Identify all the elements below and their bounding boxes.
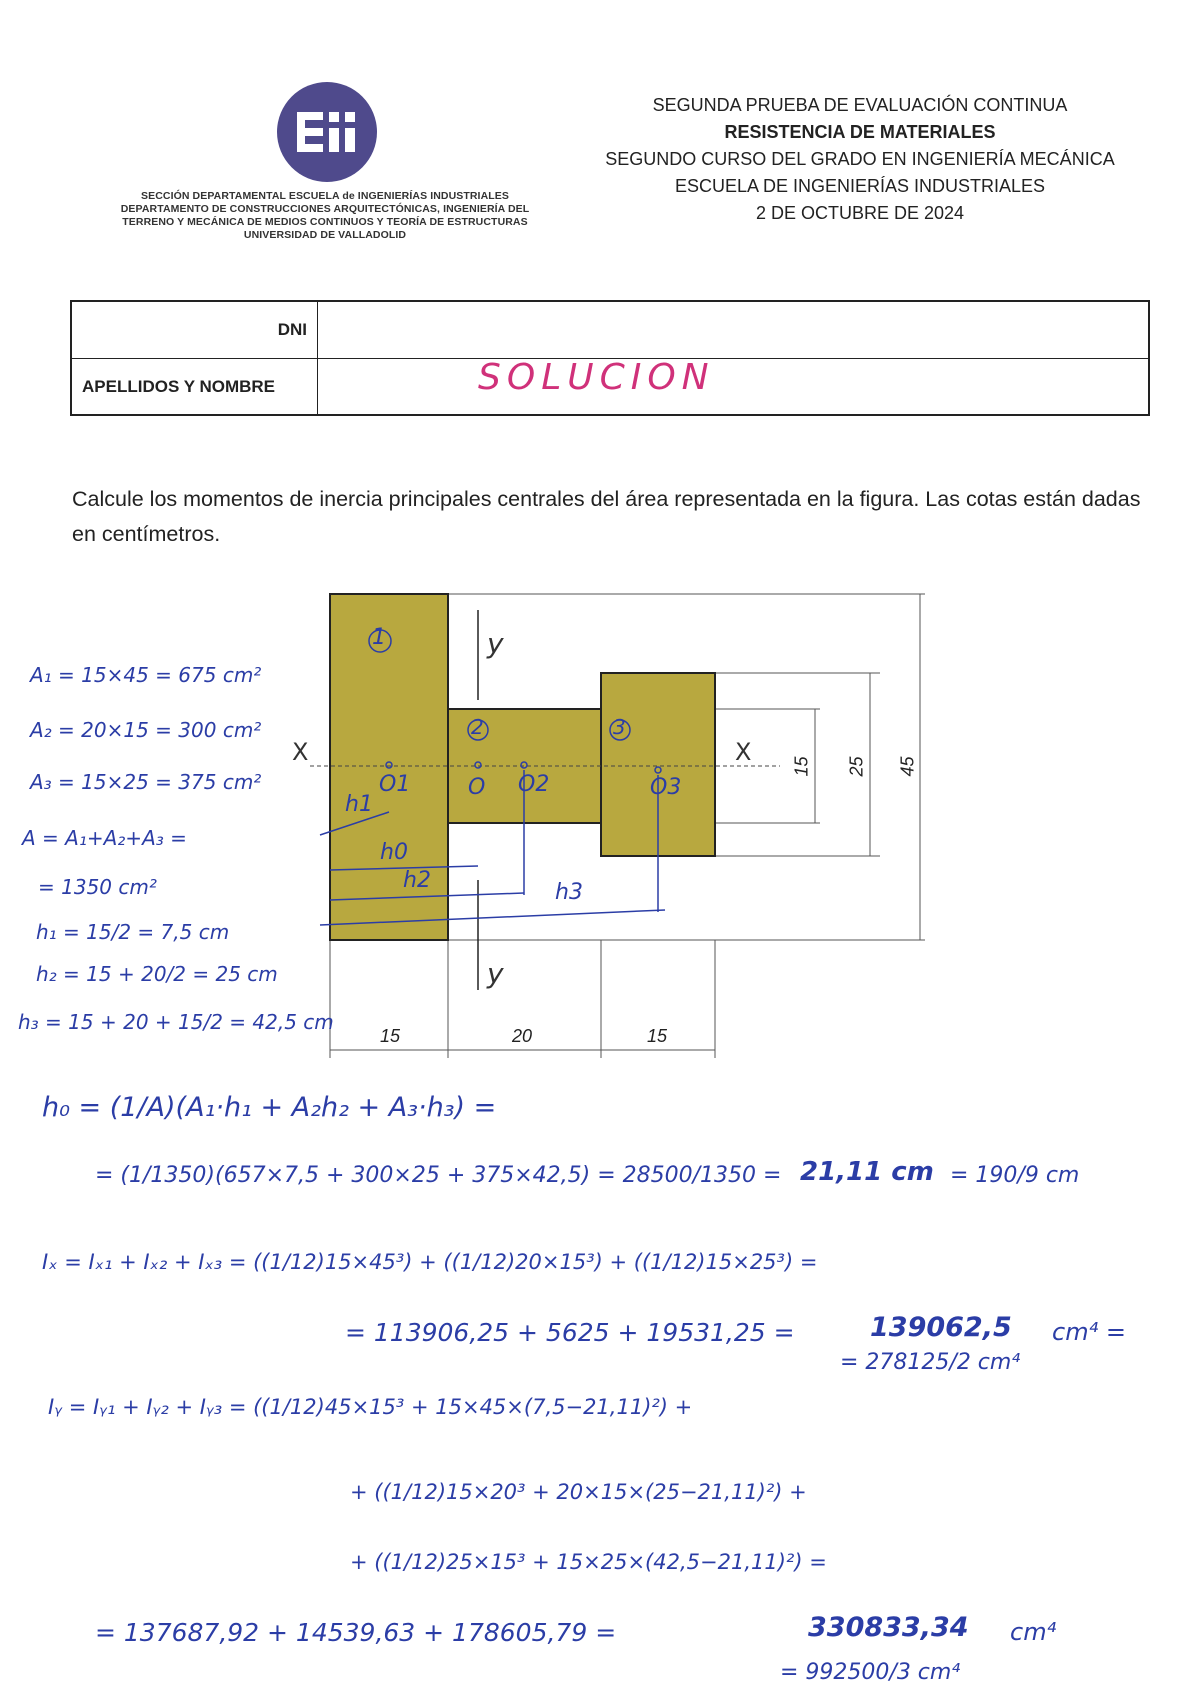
header-line: SEGUNDO CURSO DEL GRADO EN INGENIERÍA MECÁNICA bbox=[605, 149, 1115, 169]
dim-bottom-1: 15 bbox=[380, 1026, 401, 1046]
ix-formula: Iₓ = Iₓ₁ + Iₓ₂ + Iₓ₃ = ((1/12)15×45³) + ((1/12)20×15³) + ((1/12)15×25³) = bbox=[42, 1250, 818, 1274]
h0-label: h0 bbox=[380, 840, 408, 865]
eii-logo-mark bbox=[277, 82, 377, 182]
dim-right-3: 45 bbox=[897, 756, 918, 777]
h1-label: h1 bbox=[345, 792, 373, 817]
o2-label: O2 bbox=[518, 772, 550, 797]
dim-bottom-3: 15 bbox=[647, 1026, 668, 1046]
h0-formula: h₀ = (1/A)(A₁·h₁ + A₂h₂ + A₃·h₃) = bbox=[42, 1092, 497, 1123]
note-a-sum: A = A₁+A₂+A₃ = bbox=[22, 826, 187, 850]
exam-header bbox=[580, 92, 1140, 227]
dni-field[interactable] bbox=[318, 302, 1148, 358]
o-label: O bbox=[468, 775, 486, 800]
name-row bbox=[72, 359, 1148, 415]
iy-term-3: + ((1/12)25×15³ + 15×25×(42,5−21,11)²) = bbox=[350, 1550, 827, 1574]
department-line: TERRENO Y MECÁNICA DE MEDIOS CONTINUOS Y TEORÍA DE ESTRUCTURAS bbox=[122, 216, 528, 228]
h3-label: h3 bbox=[555, 880, 583, 905]
h2-label: h2 bbox=[403, 868, 431, 893]
department-line: UNIVERSIDAD DE VALLADOLID bbox=[243, 229, 407, 241]
dni-label: DNI bbox=[72, 302, 318, 358]
iy-fraction: = 992500/3 cm⁴ bbox=[780, 1660, 961, 1685]
note-h2: h₂ = 15 + 20/2 = 25 cm bbox=[36, 962, 278, 986]
note-h3: h₃ = 15 + 20 + 15/2 = 42,5 cm bbox=[18, 1010, 334, 1034]
name-field[interactable] bbox=[318, 359, 1148, 415]
h0-fraction: = 190/9 cm bbox=[950, 1163, 1080, 1188]
course-title: RESISTENCIA DE MATERIALES bbox=[724, 122, 996, 142]
o1-label: O1 bbox=[379, 772, 411, 797]
iy-unit: cm⁴ bbox=[1010, 1618, 1057, 1646]
part-3-label: 3 bbox=[613, 715, 626, 739]
dim-right-1: 15 bbox=[791, 756, 812, 777]
part-2-label: 2 bbox=[471, 715, 484, 739]
dim-bottom-2: 20 bbox=[512, 1026, 533, 1046]
eii-logo bbox=[277, 82, 377, 182]
iy-formula: Iᵧ = Iᵧ₁ + Iᵧ₂ + Iᵧ₃ = ((1/12)45×15³ + 15×45×(7,5−21,11)²) + bbox=[48, 1395, 693, 1419]
department-line: SECCIÓN DEPARTAMENTAL ESCUELA de INGENIERÍAS INDUSTRIALES bbox=[141, 190, 509, 202]
department-line: DEPARTAMENTO DE CONSTRUCCIONES ARQUITECTÓNICAS, INGENIERÍA DEL bbox=[120, 203, 530, 215]
dni-row bbox=[72, 302, 1148, 359]
ix-result: 139062,5 bbox=[870, 1312, 1012, 1343]
x-axis-label-right: X bbox=[735, 738, 752, 766]
h0-substitution: = (1/1350)(657×7,5 + 300×25 + 375×42,5) = 28500/1350 = bbox=[95, 1163, 782, 1188]
dim-right-2: 25 bbox=[846, 756, 867, 777]
y-axis-label-bottom: y bbox=[487, 957, 504, 990]
iy-sum: = 137687,92 + 14539,63 + 178605,79 = bbox=[95, 1618, 617, 1647]
part-1-label: 1 bbox=[372, 625, 386, 650]
note-h1: h₁ = 15/2 = 7,5 cm bbox=[36, 920, 230, 944]
department-block bbox=[70, 190, 580, 242]
exam-date: 2 DE OCTUBRE DE 2024 bbox=[755, 203, 965, 223]
x-axis-label-left: X bbox=[292, 738, 309, 766]
y-axis-label-top: y bbox=[487, 627, 504, 660]
student-id-table bbox=[70, 300, 1150, 416]
ix-unit: cm⁴ = bbox=[1052, 1318, 1126, 1346]
iy-result: 330833,34 bbox=[808, 1612, 969, 1643]
ix-fraction: = 278125/2 cm⁴ bbox=[840, 1350, 1021, 1375]
note-a3: A₃ = 15×25 = 375 cm² bbox=[30, 770, 262, 794]
iy-term-2: + ((1/12)15×20³ + 20×15×(25−21,11)²) + bbox=[350, 1480, 807, 1504]
h0-result: 21,11 cm bbox=[800, 1157, 934, 1187]
note-a1: A₁ = 15×45 = 675 cm² bbox=[30, 663, 262, 687]
ix-sum: = 113906,25 + 5625 + 19531,25 = bbox=[345, 1318, 795, 1347]
o3-label: O3 bbox=[650, 775, 682, 800]
cross-section-figure bbox=[0, 580, 1200, 1060]
name-label: APELLIDOS Y NOMBRE bbox=[72, 359, 318, 415]
note-a-total: = 1350 cm² bbox=[38, 875, 157, 899]
note-a2: A₂ = 20×15 = 300 cm² bbox=[30, 718, 262, 742]
header-line: SEGUNDA PRUEBA DE EVALUACIÓN CONTINUA bbox=[652, 95, 1068, 115]
header-line: ESCUELA DE INGENIERÍAS INDUSTRIALES bbox=[674, 176, 1046, 196]
name-handwritten: SOLUCION bbox=[478, 357, 715, 398]
problem-statement: Calcule los momentos de inercia principales centrales del área representada en la figura. Las cotas están dadas en centímetros. bbox=[72, 487, 1141, 546]
